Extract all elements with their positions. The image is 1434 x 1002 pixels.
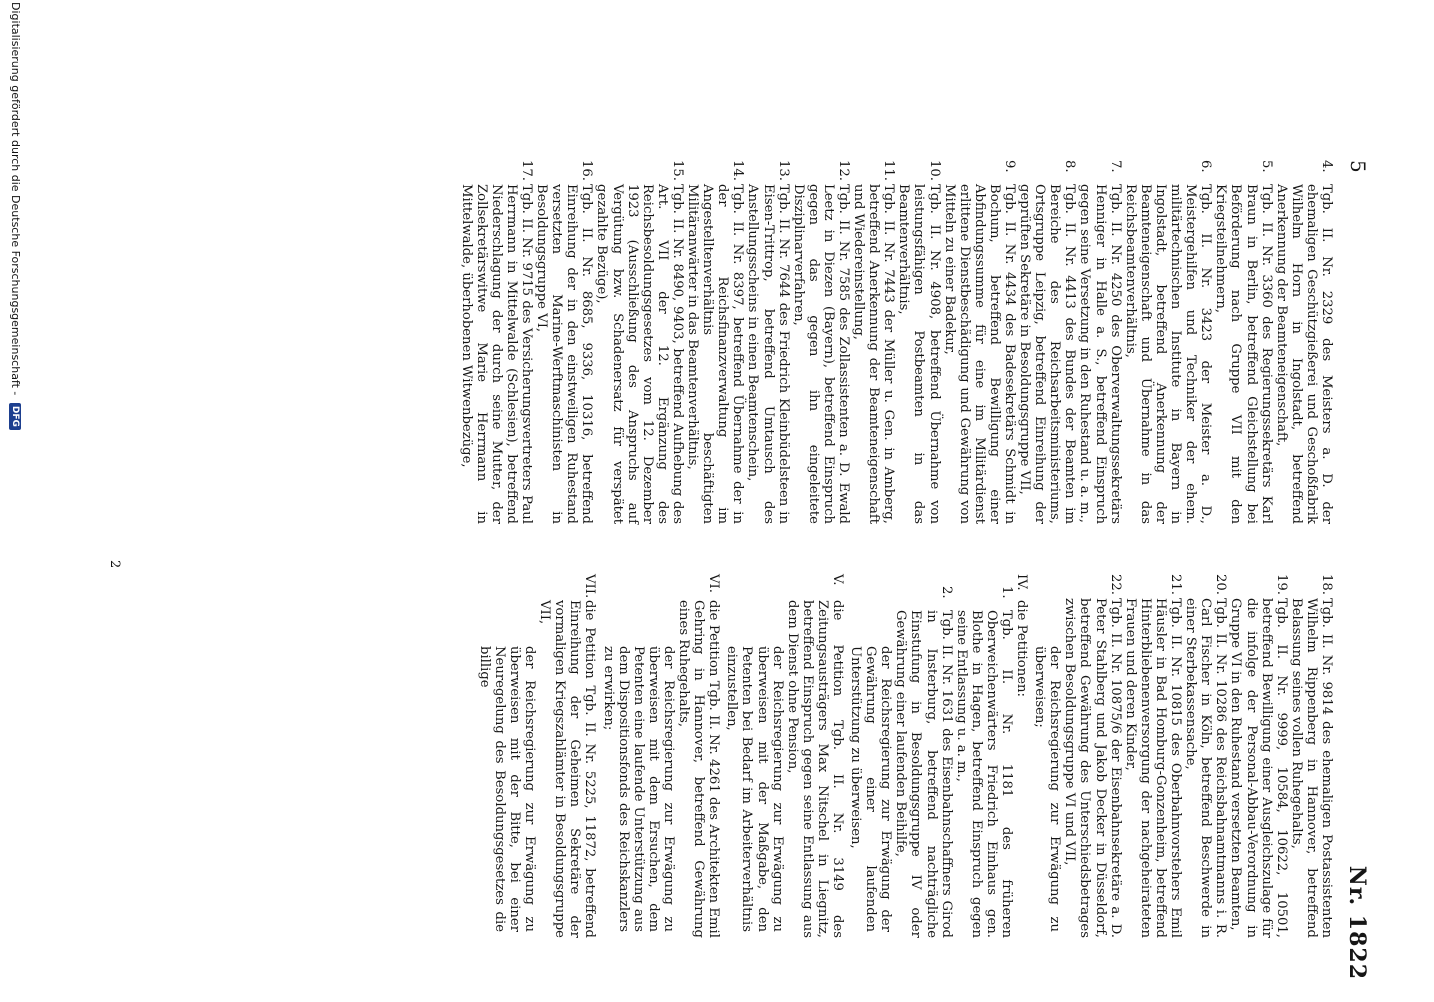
item-text: Tgb. II. Nr. 4413 des Bundes der Beamten im Bereiche des Reichsarbeitsministeriums, Ortsgruppe Leipzig, betreffend Einreihung der geprüften Sekretäre in Besoldungsgruppe VII, — [1017, 184, 1078, 524]
item-text: Tgb. II. Nr. 8685, 9336, 10316, betreffend Einreihung der in den einstweiligen Ruhestand versetzten Marine-Werftmaschinisten in Besoldungsgruppe VI, — [534, 184, 595, 524]
funding-footer — [9, 2, 22, 1002]
section-text: die Petition Tgb. II. Nr. 5225, 11872, betreffend Einreihung der Geheimen Sekretäre der vormaligen Kriegszahlämter in Besoldungsgruppe VII, — [537, 600, 598, 938]
item-text: Tgb. II. Nr. 4434 des Badesekretärs Schmidt in Bochum, betreffend Bewilligung einer Abfindungssumme für eine im Militärdienst erlittene Dienstbeschädigung und Gewährung von Mitteln zu einer Badekur, — [941, 184, 1018, 524]
section-heading: die Petitionen: — [1014, 600, 1030, 697]
page-number: 5 — [1346, 160, 1370, 173]
decision-text: der Reichsregierung zur Erwägung zu überweisen mit der Bitte, bei einer Neuregelung des Besoldungsgesetzes die billige — [476, 646, 538, 932]
item-number: 18. — [1319, 574, 1334, 595]
list-item — [954, 574, 1014, 938]
section-number: VII. — [582, 574, 598, 599]
item-text: Tgb. II. Nr. 4250 des Oberverwaltungssekretärs Henniger in Halle a. S., betreffend Einspruch gegen seine Versetzung in den Ruhestand u. a. m., — [1077, 184, 1123, 524]
item-text: Tgb. II. Nr. 1631 des Eisenbahnschaffners Girod in Insterburg, betreffend nachträgliche Einstufung in Besoldungsgruppe IV oder Gewährung einer laufenden Beihilfe, — [893, 610, 954, 938]
list-item — [745, 160, 790, 524]
item-number: 1. — [999, 586, 1015, 599]
funding-note: Digitalisierung gefördert durch die Deutsche Forschungsgemeinschaft - — [9, 2, 22, 396]
item-number: 11. — [881, 160, 897, 181]
list-item — [1213, 160, 1273, 524]
item-text: Tgb. II. Nr. 8490, 9403, betreffend Aufhebung des Art. VII der 12. Ergänzung des Reichsbesoldungsgesetzes vom 12. Dezember 1923 (Ausschließung des Anspruchs auf Vergütung bzw. Schadenersatz für verspätet gezahlte Bezüge), — [594, 184, 685, 524]
list-item — [942, 160, 1017, 524]
item-text: Tgb. II. Nr. 7585 des Zollassistenten a. D. Ewald Leetz in Diezen (Bayern), betreffend Einspruch gegen das gegen ihn eingeleitete Disziplinarverfahren, — [790, 184, 851, 524]
item-number: 20. — [1213, 574, 1229, 595]
item-number: 8. — [1062, 160, 1078, 173]
decision-text: der Reichsregierung zur Erwägung zu überweisen mit dem Ersuchen, dem Petenten eine laufende Unterstützung aus dem Dispositionsfonds des Reichskanzlers zu erwirken; — [600, 646, 676, 932]
item-number: 13. — [775, 160, 791, 181]
item-number: 6. — [1198, 160, 1214, 173]
section-iv — [1014, 574, 1029, 938]
item-text: Tgb. II. Nr. 9715 des Versicherungsvertreters Paul Herrmann in Mittelwalde (Schlesien), betreffend Niederschlagung der durch seine Mutter, der Zollsekretärswitwe Marie Herrmann in Mittelwalde, überhobenen Witwenbezüge, — [458, 184, 535, 524]
item-number: 2. — [938, 586, 954, 599]
list-item — [896, 160, 941, 524]
item-number: 9. — [1002, 160, 1018, 173]
list-item — [685, 160, 745, 524]
item-text: Tgb. II. Nr. 3423 der Meister a. D., Meistergehilfen und Techniker der ehem. militärtechnischen Institute in Bayern in Ingolstadt, betreffend Anerkennung der Beamteneigenschaft und Übernahme in das Reichsbeamtenverhältnis, — [1122, 184, 1214, 524]
list-item — [1077, 160, 1122, 524]
list-item — [791, 160, 851, 524]
item-number: 4. — [1319, 160, 1334, 173]
item-text: Tgb. II. Nr. 7644 des Friedrich Kleinbüdelsteen in Eisen-Trittrop, betreffend Umtausch des Anstellungsscheins in einen Beamtenschein, — [745, 184, 791, 524]
list-item — [1017, 160, 1077, 524]
decision-text: der Reichsregierung zur Erwägung zu überweisen mit der Maßgabe, den Petenten bei Bedarf im Arbeiterverhältnis einzustellen, — [724, 646, 785, 932]
item-text: Tgb. II. Nr. 9814 des ehemaligen Postassistenten Wilhelm Rippenberg in Hannover, betreffend Belassung seines vollen Ruhegehalts, — [1288, 598, 1334, 938]
item-text: Tgb. II. Nr. 2329 des Meisters a. D. der ehemaligen Geschützgießerei und Geschoßfabrik Wilhelm Horn in Ingolstadt, betreffend Anerkennung der Beamteneigenschaft, — [1273, 184, 1334, 524]
section-text: die Petition Tgb. II. Nr. 3149 des Zeitungsausträgers Max Nitschel in Liegnitz, betreffend Einspruch gegen seine Entlassung aus dem Dienst ohne Pension, — [784, 600, 845, 938]
item-number: 15. — [669, 160, 685, 181]
item-text: Tgb. II. Nr. 10286 des Reichsbahnamtmanns i. R. Carl Fischer in Köln, betreffend Beschwerde in einer Sterbekassensache, — [1183, 598, 1229, 938]
decision-text: der Reichsregierung zur Erwägung zu überweisen; — [1032, 646, 1063, 932]
section-text: die Petition Tgb. II. Nr. 4261 des Architekten Emil Gehring in Hannover, betreffend Gewährung eines Ruhegehalts, — [676, 600, 722, 938]
item-text: Tgb. II. Nr. 3360 des Regierungssekretärs Karl Braun in Berlin, betreffend Gleichstellung bei Beförderung nach Gruppe VII mit den Kriegsteilnehmern, — [1213, 184, 1274, 524]
item-text: Tgb. II. Nr. 10875/6 der Eisenbahnsekretäre a. D. Peter Stahlberg und Jakob Decker in Düsseldorf, betreffend Gewährung des Unterschiedsbetrages zwischen Besoldungsgruppe VI und VII, — [1062, 598, 1123, 938]
page-header — [1340, 160, 1370, 980]
section-number: IV. — [1014, 574, 1030, 591]
signature-mark: 2 — [107, 560, 122, 569]
item-number: 12. — [836, 160, 851, 181]
list-item — [893, 574, 953, 938]
section-v — [785, 574, 845, 938]
list-item — [851, 160, 896, 524]
dfg-logo: DFG — [9, 403, 21, 430]
item-number: 19. — [1273, 574, 1289, 595]
item-number: 22. — [1107, 574, 1123, 595]
item-number: 17. — [519, 160, 535, 181]
list-item — [1123, 574, 1183, 938]
section-number: VI. — [706, 574, 722, 593]
item-number: 10. — [926, 160, 942, 181]
item-number: 21. — [1168, 574, 1184, 595]
left-column — [459, 160, 1334, 524]
right-column — [474, 574, 1334, 938]
item-number: 16. — [579, 160, 595, 181]
section-vii — [537, 574, 597, 938]
item-number: 5. — [1258, 160, 1274, 173]
item-text: Tgb. II. Nr. 1181 des früheren Oberweichenwärters Friedrich Einhaus gen. Blothe in Hagen, betreffend Einspruch gegen seine Entlassung u. a. m., — [953, 610, 1015, 938]
list-item — [1183, 574, 1228, 938]
section-number: V. — [830, 574, 845, 586]
item-text: Tgb. II. Nr. 9999, 10584, 10622, 10501, betreffend Bewilligung einer Ausgleichszulage für die infolge der Personal-Abbau-Verordnung in Gruppe VI in den Ruhestand versetzten Beamten, — [1228, 598, 1289, 938]
list-item — [1228, 574, 1288, 938]
list-item — [1289, 574, 1334, 938]
list-item — [1062, 574, 1122, 938]
item-text: Tgb. II. Nr. 7443 der Müller u. Gen. in Amberg, betreffend Anerkennung der Beamteneigenschaft und Wiedereinstellung, — [851, 184, 897, 524]
list-item — [534, 160, 594, 524]
list-item — [1274, 160, 1334, 524]
item-text: Tgb. II. Nr. 8397, betreffend Übernahme der in der Reichsfinanzverwaltung im Angestelltenverhältnis beschäftigten Militäranwärter in das Beamtenverhältnis, — [685, 184, 746, 524]
item-number: 7. — [1107, 160, 1123, 173]
decision-text: der Reichsregierung zur Erwägung der Gewährung einer laufenden Unterstützung zu überweisen, — [848, 646, 894, 932]
document-number: Nr. 1822 — [1344, 865, 1370, 980]
item-number: 14. — [730, 160, 746, 181]
list-item — [594, 160, 685, 524]
item-text: Tgb. II. Nr. 4908, betreffend Übernahme von leistungsfähigen Postbeamten in das Beamtenverhältnis, — [896, 184, 942, 524]
item-text: Tgb. II. Nr. 10815 des Oberbahnvorstehers Emil Häusler in Bad Homburg-Gonzenheim, betreffend Hinterbliebenenversorgung der nachgeheirateten Frauen und deren Kinder, — [1122, 598, 1184, 938]
list-item — [1123, 160, 1214, 524]
list-item — [459, 160, 534, 524]
section-vi — [676, 574, 721, 938]
